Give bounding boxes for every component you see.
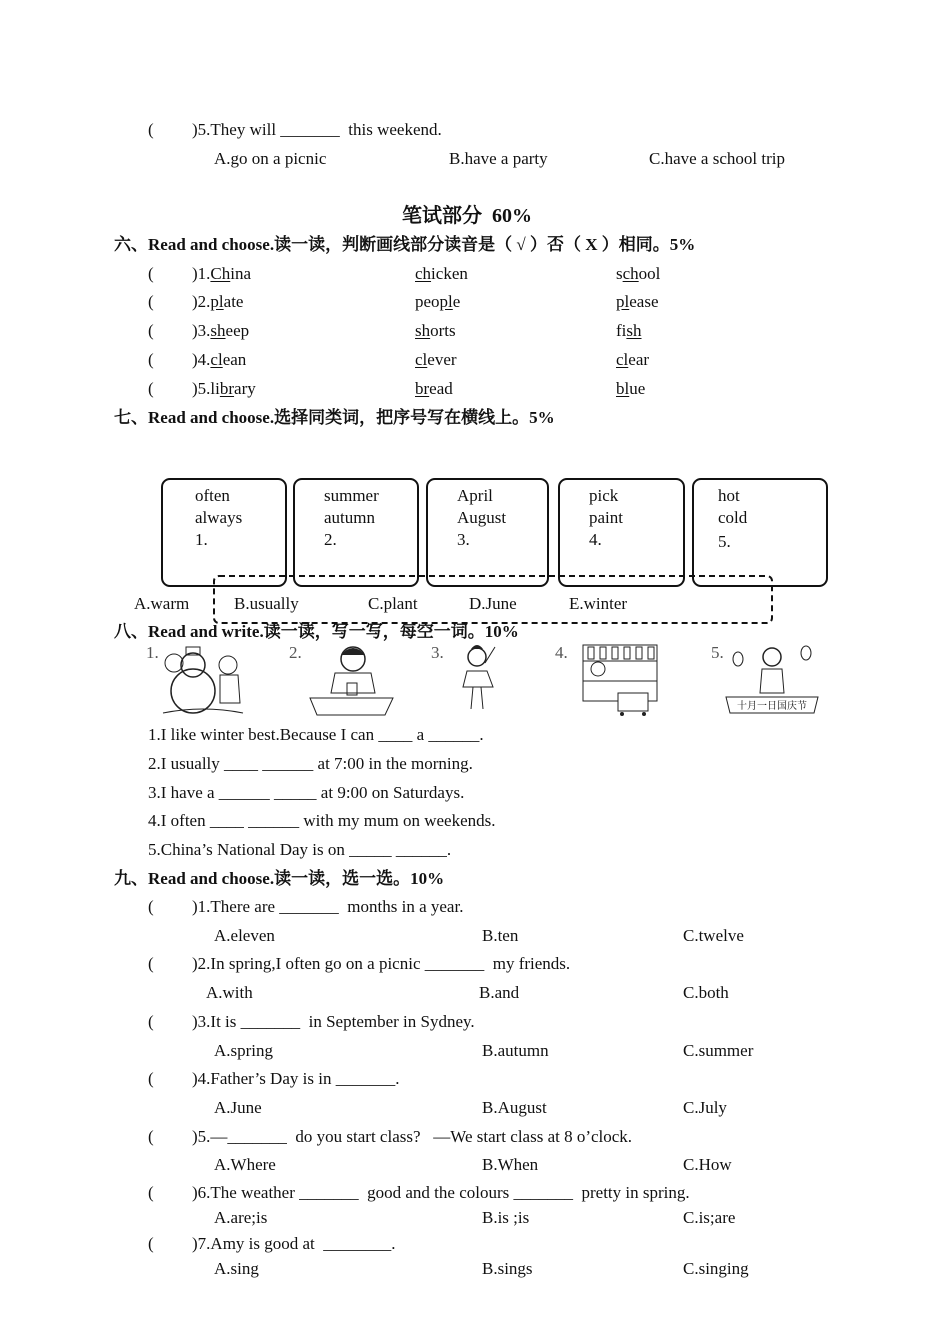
section-number: 六、: [114, 235, 148, 254]
answer-blank[interactable]: 1.: [195, 530, 208, 549]
option-b: B.is ;is: [482, 1208, 530, 1227]
word-item: [616, 292, 659, 312]
section-number: 九、: [114, 869, 148, 888]
fill-in-sentence[interactable]: 3.I have a ______ _____ at 9:00 on Saturdays.: [148, 782, 465, 802]
word-item: [192, 292, 243, 312]
section-title-en: Read and choose.: [148, 235, 275, 254]
underlined-letters: sh: [415, 321, 431, 340]
answer-paren[interactable]: (: [148, 1183, 154, 1202]
word-part: li: [210, 379, 220, 398]
answer-paren[interactable]: (: [148, 954, 154, 973]
underlined-letters: pl: [439, 292, 453, 311]
option-word: A.warm: [134, 594, 190, 613]
question-stem: )5.—_______ do you start class? —We start class at 8 o’clock.: [192, 1127, 633, 1146]
answer-blank[interactable]: 2.: [324, 530, 337, 549]
option-a: A.June: [214, 1098, 262, 1117]
option-c: C.singing: [683, 1259, 749, 1278]
dancing-girl-picture: [455, 643, 505, 718]
answer-blank[interactable]: 3.: [457, 530, 470, 549]
word-item: [616, 350, 649, 370]
word-part: ever: [427, 350, 457, 369]
group-word: April: [457, 486, 493, 505]
option-b: B.sings: [482, 1259, 533, 1278]
option-word: D.June: [469, 594, 517, 613]
word-item: [415, 379, 453, 399]
word-part: orts: [430, 321, 456, 340]
picture-label: 4.: [555, 643, 568, 662]
section-8-title: [114, 622, 519, 642]
option-a: A.spring: [214, 1041, 274, 1060]
section-title-cn: 读一读，选一选。10%: [274, 869, 445, 888]
picture-label: 3.: [431, 643, 444, 662]
word-part: ease: [629, 292, 659, 311]
national-day-picture: [722, 643, 822, 718]
word-part: ead: [429, 379, 453, 398]
snowman-picture: [158, 643, 248, 718]
option-b: B.August: [482, 1098, 547, 1117]
question-stem: )6.The weather _______ good and the colours _______ pretty in spring.: [192, 1183, 690, 1202]
section-number: 七、: [114, 408, 148, 427]
word-part: e: [452, 292, 461, 311]
word-item: [192, 264, 251, 284]
section-9-title: [114, 869, 444, 889]
word-group-box: [558, 478, 685, 587]
answer-paren[interactable]: (: [148, 321, 154, 340]
word-part: ean: [222, 350, 247, 369]
section-6-title: [114, 235, 695, 255]
fill-in-sentence[interactable]: 2.I usually ____ ______ at 7:00 in the morning.: [148, 753, 473, 773]
section-title-en: Read and write.: [148, 622, 264, 641]
option-b: B.When: [482, 1155, 539, 1174]
item-number: )3.: [192, 321, 211, 340]
underlined-letters: bl: [616, 379, 630, 398]
section-title-cn: 读一读，判断画线部分读音是（ √ ）否（ X ）相同。5%: [274, 235, 696, 254]
option-c: C.have a school trip: [649, 149, 785, 168]
fill-in-sentence[interactable]: 5.China’s National Day is on _____ ______.: [148, 840, 452, 860]
section-title-cn: 选择同类词，把序号写在横线上。5%: [274, 408, 555, 427]
option-word: C.plant: [368, 594, 418, 613]
group-word: hot: [718, 486, 740, 505]
answer-paren[interactable]: (: [148, 350, 154, 369]
item-number: )1.: [192, 264, 211, 283]
picture-label: 1.: [146, 643, 159, 662]
section-title-en: Read and choose.: [148, 869, 275, 888]
question-stem: )5.They will _______ this weekend.: [192, 120, 442, 139]
underlined-letters: pl: [210, 292, 224, 311]
underlined-letters: cl: [616, 350, 629, 369]
word-item: [616, 379, 645, 399]
group-word: always: [195, 508, 243, 527]
word-part: icken: [431, 264, 468, 283]
shopping-picture: [580, 643, 660, 718]
underlined-letters: cl: [415, 350, 428, 369]
underlined-letters: br: [415, 379, 430, 398]
word-item: [616, 264, 660, 284]
answer-paren[interactable]: (: [148, 1012, 154, 1031]
word-item: [415, 264, 468, 284]
word-item: [415, 292, 460, 312]
section-title-en: Read and choose.: [148, 408, 275, 427]
fill-in-sentence[interactable]: 1.I like winter best.Because I can ____ a ______.: [148, 725, 484, 744]
question-stem: )4.Father’s Day is in _______.: [192, 1069, 400, 1088]
option-c: C.summer: [683, 1041, 754, 1060]
answer-paren[interactable]: (: [148, 1069, 154, 1088]
option-c: C.both: [683, 983, 729, 1002]
word-item: [192, 350, 246, 370]
question-stem: )1.There are _______ months in a year.: [192, 897, 464, 916]
answer-blank[interactable]: 5.: [718, 532, 731, 551]
underlined-letters: cl: [210, 350, 223, 369]
option-a: A.with: [206, 983, 253, 1002]
group-word: August: [457, 508, 507, 527]
group-word: pick: [589, 486, 619, 505]
word-item: [616, 321, 642, 341]
underlined-letters: ch: [415, 264, 432, 283]
group-word: cold: [718, 508, 748, 527]
answer-paren[interactable]: (: [148, 292, 154, 311]
option-b: B.have a party: [449, 149, 548, 168]
word-part: ary: [234, 379, 256, 398]
group-word: paint: [589, 508, 623, 527]
word-part: ina: [230, 264, 252, 283]
written-section-title: 笔试部分 60%: [402, 205, 532, 227]
word-group-box: [692, 478, 828, 587]
word-item: [415, 350, 457, 370]
section-title-cn: 读一读，写一写，每空一词。10%: [263, 622, 519, 641]
option-b: B.autumn: [482, 1041, 549, 1060]
word-part: ate: [223, 292, 244, 311]
option-c: C.How: [683, 1155, 732, 1174]
item-number: )4.: [192, 350, 211, 369]
question-stem: )3.It is _______ in September in Sydney.: [192, 1012, 475, 1031]
answer-blank[interactable]: 4.: [589, 530, 602, 549]
item-number: )2.: [192, 292, 211, 311]
word-part: ear: [628, 350, 650, 369]
option-word: B.usually: [234, 594, 299, 613]
answer-paren[interactable]: (: [148, 1234, 154, 1253]
section-7-title: [114, 408, 555, 428]
option-a: A.go on a picnic: [214, 149, 327, 168]
option-b: B.ten: [482, 926, 519, 945]
answer-paren[interactable]: (: [148, 379, 154, 398]
question-stem: )2.In spring,I often go on a picnic _______ my friends.: [192, 954, 571, 973]
underlined-letters: br: [219, 379, 235, 398]
answer-paren[interactable]: (: [148, 1127, 154, 1146]
option-c: C.July: [683, 1098, 727, 1117]
option-a: A.Where: [214, 1155, 276, 1174]
option-c: C.is;are: [683, 1208, 736, 1227]
word-item: [192, 321, 249, 341]
word-part: ue: [629, 379, 646, 398]
picture-label: 5.: [711, 643, 724, 662]
option-c: C.twelve: [683, 926, 744, 945]
fill-in-sentence[interactable]: 4.I often ____ ______ with my mum on weekends.: [148, 811, 496, 831]
option-b: B.and: [479, 983, 520, 1002]
option-a: A.are;is: [214, 1208, 268, 1227]
picture-label: 2.: [289, 643, 302, 662]
underlined-letters: sh: [626, 321, 642, 340]
underlined-letters: sh: [210, 321, 226, 340]
word-part: eep: [225, 321, 250, 340]
section-number: 八、: [114, 622, 148, 641]
breakfast-picture: [305, 643, 395, 718]
answer-paren[interactable]: (: [148, 897, 154, 916]
word-item: [415, 321, 456, 341]
underlined-letters: pl: [616, 292, 630, 311]
word-item: [192, 379, 256, 399]
item-number: )5.: [192, 379, 211, 398]
option-a: A.eleven: [214, 926, 275, 945]
group-word: autumn: [324, 508, 375, 527]
group-word: summer: [324, 486, 379, 505]
underlined-letters: ch: [622, 264, 639, 283]
word-part: peo: [415, 292, 440, 311]
word-part: s: [616, 264, 623, 283]
answer-paren[interactable]: (: [148, 264, 154, 283]
question-stem: )7.Amy is good at ________.: [192, 1234, 396, 1253]
underlined-letters: Ch: [210, 264, 231, 283]
word-part: fi: [616, 321, 627, 340]
group-word: often: [195, 486, 230, 505]
answer-paren[interactable]: (: [148, 120, 154, 139]
option-a: A.sing: [214, 1259, 259, 1278]
option-word: E.winter: [569, 594, 628, 613]
banner-text: 十月一日国庆节: [737, 701, 807, 712]
word-part: ool: [638, 264, 661, 283]
